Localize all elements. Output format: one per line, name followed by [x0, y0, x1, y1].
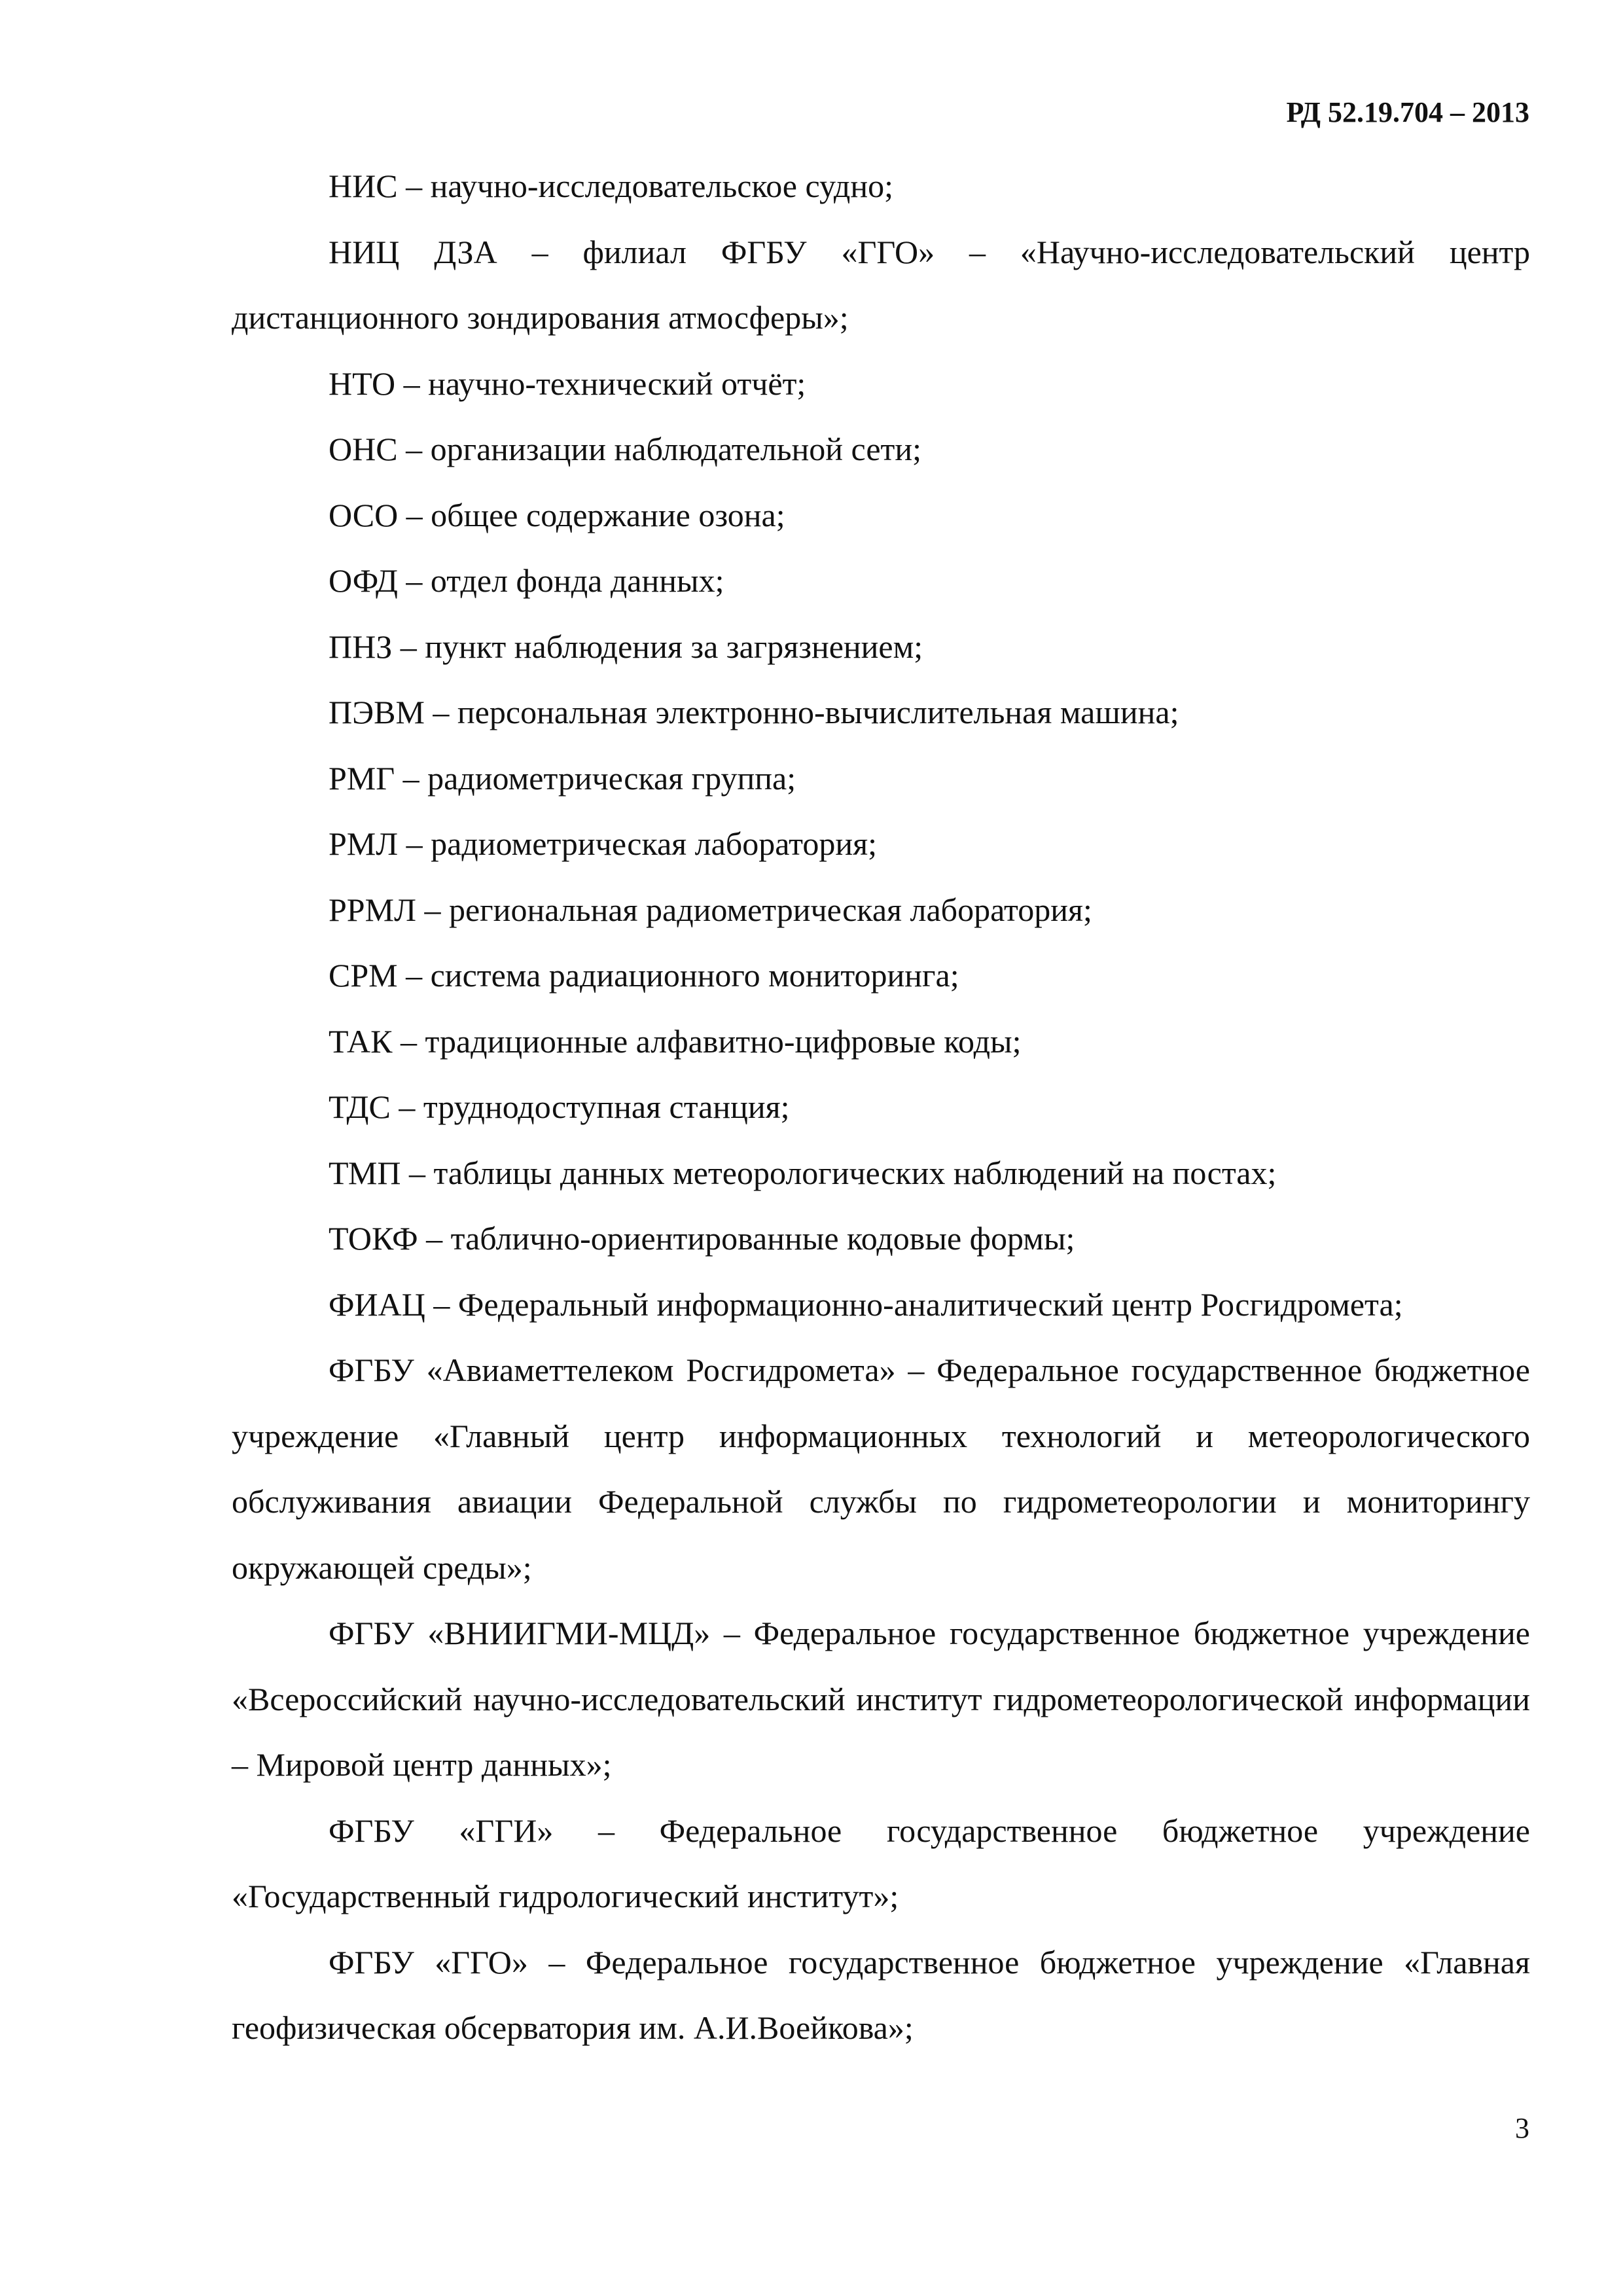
abbreviation-entry: ФИАЦ – Федеральный информационно-аналитический центр Росгидромета;: [329, 1285, 1403, 1323]
abbreviation-entry: ТДС – труднодоступная станция;: [329, 1088, 790, 1125]
abbreviation-entry: ПЭВМ – персональная электронно-вычислительная машина;: [329, 694, 1179, 730]
abbreviation-entry: НТО – научно-технический отчёт;: [329, 365, 806, 402]
abbreviation-entry: РРМЛ – региональная радиометрическая лаборатория;: [329, 891, 1092, 928]
abbreviation-entry: ТОКФ – таблично-ориентированные кодовые формы;: [329, 1220, 1075, 1257]
abbreviation-entry: СРМ – система радиационного мониторинга;: [329, 957, 959, 994]
abbreviation-entry: НИЦ ДЗА – филиал ФГБУ «ГГО» – «Научно-исследовательский центр дистанционного зондирования атмосферы»;: [232, 233, 1530, 336]
abbreviation-entry: ПНЗ – пункт наблюдения за загрязнением;: [329, 628, 923, 665]
abbreviation-entry: ОСО – общее содержание озона;: [329, 496, 785, 533]
abbreviation-entry: ФГБУ «ВНИИГМИ-МЦД» – Федеральное государственное бюджетное учреждение «Всероссийский научно-исследовательский институт гидрометеорологической информации – Мировой центр данных»;: [232, 1615, 1530, 1783]
abbreviation-entry: ФГБУ «ГГИ» – Федеральное государственное бюджетное учреждение «Государственный гидрологический институт»;: [232, 1812, 1530, 1914]
abbreviation-entry: ТМП – таблицы данных метеорологических наблюдений на постах;: [329, 1154, 1277, 1191]
abbreviation-entry: РМГ – радиометрическая группа;: [329, 759, 796, 797]
abbreviations-list: [232, 153, 1530, 2061]
abbreviation-entry: РМЛ – радиометрическая лаборатория;: [329, 825, 877, 862]
abbreviation-entry: ОФД – отдел фонда данных;: [329, 562, 724, 599]
abbreviation-entry: ФГБУ «ГГО» – Федеральное государственное бюджетное учреждение «Главная геофизическая обсерватория им. А.И.Воейкова»;: [232, 1943, 1530, 2046]
abbreviation-entry: ОНС – организации наблюдательной сети;: [329, 431, 922, 467]
abbreviation-entry: ФГБУ «Авиаметтелеком Росгидромета» – Федеральное государственное бюджетное учреждение «Главный центр информационных технологий и метеорологического обслуживания авиации Федеральной службы по гидрометеорологии и мониторингу окружающей среды»;: [232, 1352, 1530, 1586]
document-code-header: РД 52.19.704 – 2013: [1286, 96, 1529, 128]
abbreviation-entry: ТАК – традиционные алфавитно-цифровые коды;: [329, 1022, 1022, 1060]
page-number: 3: [1515, 2112, 1529, 2144]
abbreviation-entry: НИС – научно-исследовательское судно;: [329, 168, 893, 204]
